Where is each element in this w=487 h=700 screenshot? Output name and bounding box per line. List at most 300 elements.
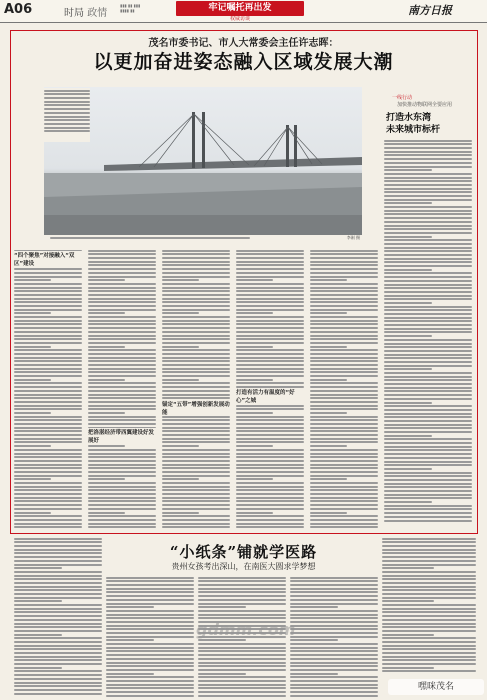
text-line bbox=[198, 591, 286, 593]
text-line bbox=[236, 445, 273, 447]
text-line bbox=[236, 471, 304, 473]
text-line bbox=[162, 264, 230, 266]
text-line bbox=[384, 232, 472, 234]
text-line bbox=[14, 600, 62, 602]
text-line bbox=[162, 515, 230, 517]
text-line bbox=[14, 364, 82, 366]
text-line bbox=[14, 667, 62, 669]
text-line bbox=[162, 335, 230, 337]
text-line bbox=[384, 236, 432, 238]
text-line bbox=[162, 320, 230, 322]
text-line bbox=[236, 375, 304, 377]
text-line bbox=[384, 243, 472, 245]
text-line bbox=[310, 346, 347, 348]
text-line bbox=[290, 603, 378, 605]
text-line bbox=[310, 335, 378, 337]
text-line bbox=[198, 665, 286, 667]
text-line bbox=[384, 272, 472, 274]
text-line bbox=[310, 298, 378, 300]
text-line bbox=[384, 173, 472, 175]
text-line bbox=[236, 327, 304, 329]
text-line bbox=[14, 489, 82, 491]
text-line bbox=[14, 637, 102, 639]
text-line bbox=[310, 515, 378, 517]
text-line bbox=[236, 449, 304, 451]
text-line bbox=[236, 453, 304, 455]
text-line bbox=[384, 280, 472, 282]
text-line bbox=[88, 515, 156, 517]
text-line bbox=[384, 427, 472, 429]
text-line bbox=[88, 264, 156, 266]
text-line bbox=[384, 339, 472, 341]
text-line bbox=[14, 560, 102, 562]
text-line bbox=[14, 478, 51, 480]
article-column-2 bbox=[88, 248, 156, 530]
text-line bbox=[384, 475, 472, 477]
bottom-column-5 bbox=[382, 536, 476, 676]
text-line bbox=[162, 475, 230, 477]
text-line bbox=[162, 390, 230, 392]
text-line bbox=[14, 626, 102, 628]
text-line bbox=[106, 625, 194, 627]
text-line bbox=[14, 397, 82, 399]
text-line bbox=[14, 434, 82, 436]
text-line bbox=[14, 375, 82, 377]
text-line bbox=[14, 346, 51, 348]
text-line bbox=[236, 382, 304, 384]
text-line bbox=[236, 331, 304, 333]
text-line bbox=[384, 501, 432, 503]
sidebar-kicker: 一线行动 bbox=[392, 95, 413, 101]
text-line bbox=[162, 471, 230, 473]
text-line bbox=[88, 301, 156, 303]
text-line bbox=[106, 603, 194, 605]
text-line bbox=[384, 420, 472, 422]
text-line bbox=[88, 478, 125, 480]
text-line bbox=[14, 312, 51, 314]
text-line bbox=[106, 684, 194, 686]
subhead-4: 打造有活力有温度的“好心”之城 bbox=[236, 388, 304, 404]
text-line bbox=[384, 217, 472, 219]
text-line bbox=[14, 467, 82, 469]
text-line bbox=[88, 493, 156, 495]
text-line bbox=[162, 272, 230, 274]
text-line bbox=[310, 523, 378, 525]
text-line bbox=[290, 580, 378, 582]
text-line bbox=[236, 309, 304, 311]
text-line bbox=[236, 360, 304, 362]
text-line bbox=[106, 614, 194, 616]
text-line bbox=[162, 346, 199, 348]
text-line bbox=[382, 556, 476, 558]
text-line bbox=[236, 438, 304, 440]
text-line bbox=[88, 316, 156, 318]
text-line bbox=[290, 695, 378, 697]
text-line bbox=[88, 497, 156, 499]
text-line bbox=[88, 349, 156, 351]
text-line bbox=[382, 630, 476, 632]
text-line bbox=[162, 368, 230, 370]
text-line bbox=[384, 154, 472, 156]
text-line bbox=[14, 608, 102, 610]
text-line bbox=[14, 659, 102, 661]
text-line bbox=[106, 610, 194, 612]
text-line bbox=[88, 471, 156, 473]
text-line bbox=[236, 371, 304, 373]
text-line bbox=[382, 567, 434, 569]
text-line bbox=[382, 549, 476, 551]
sidebar-subkicker: 加快推动物联网全要应用 bbox=[397, 102, 453, 108]
text-line bbox=[14, 689, 102, 691]
text-line bbox=[162, 441, 230, 443]
text-line bbox=[162, 379, 199, 381]
text-line bbox=[310, 290, 378, 292]
text-line bbox=[14, 456, 82, 458]
banner: 牢记嘱托再出发 bbox=[176, 1, 304, 16]
text-line bbox=[14, 301, 82, 303]
text-line bbox=[14, 567, 62, 569]
text-line bbox=[14, 475, 82, 477]
text-line bbox=[162, 360, 230, 362]
photo-credit: 李刚 摄 bbox=[346, 235, 360, 240]
text-line bbox=[88, 405, 156, 407]
text-line bbox=[310, 438, 378, 440]
text-line bbox=[290, 577, 378, 579]
text-line bbox=[198, 658, 286, 660]
text-line bbox=[88, 379, 125, 381]
header-meta: ▮▮▮ ▮▮ ▮▮▮ ▮▮▮▮ ▮▮ bbox=[120, 3, 141, 13]
text-line bbox=[88, 290, 156, 292]
text-line bbox=[384, 191, 472, 193]
text-line bbox=[236, 279, 273, 281]
text-line bbox=[14, 441, 82, 443]
bottom-column-4 bbox=[290, 575, 378, 697]
watermark: gdmm.com bbox=[196, 620, 296, 639]
text-line bbox=[162, 512, 199, 514]
text-line bbox=[14, 309, 82, 311]
photo-caption bbox=[50, 235, 360, 241]
text-line bbox=[236, 434, 304, 436]
masthead-logo: 南方日报 bbox=[408, 4, 452, 17]
text-line bbox=[384, 372, 472, 374]
text-line bbox=[14, 615, 102, 617]
text-line bbox=[310, 504, 378, 506]
text-line bbox=[14, 449, 82, 451]
text-line bbox=[88, 323, 156, 325]
text-line bbox=[106, 639, 154, 641]
text-line bbox=[236, 276, 304, 278]
text-line bbox=[384, 147, 472, 149]
text-line bbox=[310, 276, 378, 278]
text-line bbox=[14, 419, 82, 421]
text-line bbox=[290, 676, 378, 678]
text-line bbox=[384, 438, 472, 440]
text-line bbox=[384, 298, 472, 300]
text-line bbox=[236, 320, 304, 322]
text-line bbox=[14, 453, 82, 455]
text-line bbox=[14, 305, 82, 307]
text-line bbox=[106, 628, 194, 630]
text-line bbox=[382, 552, 476, 554]
text-line bbox=[384, 335, 432, 337]
subhead-1: “四个聚焦”对接融入“双区”建设 bbox=[14, 251, 82, 267]
text-line bbox=[14, 578, 102, 580]
text-line bbox=[290, 591, 378, 593]
text-line bbox=[14, 412, 51, 414]
text-line bbox=[14, 327, 82, 329]
text-line bbox=[106, 662, 194, 664]
text-line bbox=[310, 449, 378, 451]
text-line bbox=[384, 331, 472, 333]
text-line bbox=[162, 419, 230, 421]
text-line bbox=[88, 320, 156, 322]
text-line bbox=[290, 662, 378, 664]
article-column-3 bbox=[162, 248, 230, 530]
text-line bbox=[310, 331, 378, 333]
text-line bbox=[384, 158, 472, 160]
text-line bbox=[290, 584, 378, 586]
text-line bbox=[290, 680, 378, 682]
text-line bbox=[384, 140, 472, 142]
text-line bbox=[310, 316, 378, 318]
text-line bbox=[106, 632, 194, 634]
text-line bbox=[236, 427, 304, 429]
text-line bbox=[14, 564, 102, 566]
text-line bbox=[384, 520, 472, 522]
text-line bbox=[88, 272, 156, 274]
text-line bbox=[14, 357, 82, 359]
text-line bbox=[162, 290, 230, 292]
text-line bbox=[88, 453, 156, 455]
text-line bbox=[88, 346, 125, 348]
text-line bbox=[14, 408, 82, 410]
text-line bbox=[14, 582, 102, 584]
bottom-article-headline: “小纸条”铺就学医路 bbox=[169, 543, 318, 561]
edition-number: A06 bbox=[4, 2, 33, 17]
text-line bbox=[382, 641, 476, 643]
text-line bbox=[310, 253, 378, 255]
text-line bbox=[310, 489, 378, 491]
text-line bbox=[88, 489, 156, 491]
text-line bbox=[106, 617, 194, 619]
text-line bbox=[384, 468, 432, 470]
text-line bbox=[198, 639, 246, 641]
text-line bbox=[162, 276, 230, 278]
text-line bbox=[382, 656, 476, 658]
text-line bbox=[162, 519, 230, 521]
text-line bbox=[88, 401, 156, 403]
text-line bbox=[88, 464, 156, 466]
text-line bbox=[310, 441, 378, 443]
text-line bbox=[88, 353, 156, 355]
text-line bbox=[236, 430, 304, 432]
text-line bbox=[162, 353, 230, 355]
text-line bbox=[198, 662, 286, 664]
text-line bbox=[236, 504, 304, 506]
text-line bbox=[384, 250, 472, 252]
text-line bbox=[382, 541, 476, 543]
text-line bbox=[162, 309, 230, 311]
text-line bbox=[384, 302, 432, 304]
text-line bbox=[88, 394, 156, 396]
text-line bbox=[310, 312, 347, 314]
text-line bbox=[236, 497, 304, 499]
text-line bbox=[88, 368, 156, 370]
text-line bbox=[310, 305, 378, 307]
text-line bbox=[14, 611, 102, 613]
text-line bbox=[88, 360, 156, 362]
text-line bbox=[14, 368, 82, 370]
text-line bbox=[236, 423, 304, 425]
text-line bbox=[88, 475, 156, 477]
text-line bbox=[14, 678, 102, 680]
text-line bbox=[310, 445, 347, 447]
bottom-article-subheadline: 贵州女孩考出深山，在南医大圆求学梦想 bbox=[171, 562, 316, 571]
text-line bbox=[88, 419, 156, 421]
text-line bbox=[310, 497, 378, 499]
text-line bbox=[88, 445, 125, 447]
text-line bbox=[236, 419, 304, 421]
text-line bbox=[290, 643, 378, 645]
text-line bbox=[198, 669, 286, 671]
text-line bbox=[384, 247, 472, 249]
text-line bbox=[310, 320, 378, 322]
text-line bbox=[384, 269, 432, 271]
text-line bbox=[162, 523, 230, 525]
text-line bbox=[236, 283, 304, 285]
text-line bbox=[384, 320, 472, 322]
text-line bbox=[14, 438, 82, 440]
text-line bbox=[162, 467, 230, 469]
text-line bbox=[162, 312, 199, 314]
text-line bbox=[382, 571, 476, 573]
text-line bbox=[384, 490, 472, 492]
article-intro bbox=[44, 88, 90, 142]
text-line bbox=[14, 379, 51, 381]
text-line bbox=[384, 177, 472, 179]
text-line bbox=[14, 634, 62, 636]
text-line bbox=[382, 615, 476, 617]
text-line bbox=[198, 680, 286, 682]
text-line bbox=[382, 663, 476, 665]
text-line bbox=[14, 471, 82, 473]
text-line bbox=[310, 386, 378, 388]
text-line bbox=[384, 284, 472, 286]
text-line bbox=[162, 504, 230, 506]
text-line bbox=[236, 512, 273, 514]
text-line bbox=[382, 604, 476, 606]
text-line bbox=[310, 430, 378, 432]
text-line bbox=[14, 571, 102, 573]
text-line bbox=[198, 691, 286, 693]
text-line bbox=[162, 253, 230, 255]
text-line bbox=[14, 371, 82, 373]
text-line bbox=[384, 461, 472, 463]
text-line bbox=[162, 449, 230, 451]
text-line bbox=[384, 449, 472, 451]
text-line bbox=[384, 464, 472, 466]
text-line bbox=[310, 268, 378, 270]
text-line bbox=[14, 519, 82, 521]
text-line bbox=[384, 184, 472, 186]
text-line bbox=[88, 508, 156, 510]
text-line bbox=[198, 610, 286, 612]
text-line bbox=[14, 645, 102, 647]
text-line bbox=[384, 409, 472, 411]
sidebar-body bbox=[384, 138, 472, 528]
text-line bbox=[88, 456, 156, 458]
text-line bbox=[14, 401, 82, 403]
text-line bbox=[88, 500, 156, 502]
text-line bbox=[310, 294, 378, 296]
bottom-column-1 bbox=[14, 536, 102, 696]
text-line bbox=[290, 654, 378, 656]
text-line bbox=[384, 180, 472, 182]
text-line bbox=[290, 606, 338, 608]
text-line bbox=[310, 371, 378, 373]
text-line bbox=[310, 427, 378, 429]
text-line bbox=[162, 489, 230, 491]
text-line bbox=[14, 360, 82, 362]
text-line bbox=[384, 390, 472, 392]
text-line bbox=[382, 619, 476, 621]
text-line bbox=[382, 575, 476, 577]
text-line bbox=[384, 354, 472, 356]
text-line bbox=[162, 430, 230, 432]
text-line bbox=[310, 287, 378, 289]
text-line bbox=[14, 493, 82, 495]
text-line bbox=[384, 365, 472, 367]
text-line bbox=[382, 560, 476, 562]
text-line bbox=[198, 617, 286, 619]
text-line bbox=[14, 298, 82, 300]
text-line bbox=[106, 606, 154, 608]
text-line bbox=[310, 394, 378, 396]
text-line bbox=[384, 254, 472, 256]
text-line bbox=[384, 162, 472, 164]
article-kicker: 茂名市委书记、市人大常委会主任许志晖： bbox=[148, 38, 339, 49]
text-line bbox=[290, 617, 378, 619]
text-line bbox=[310, 327, 378, 329]
text-line bbox=[310, 405, 378, 407]
text-line bbox=[162, 250, 230, 252]
text-line bbox=[310, 360, 378, 362]
text-line bbox=[382, 637, 476, 639]
text-line bbox=[310, 482, 378, 484]
text-line bbox=[236, 515, 304, 517]
sidebar-headline-line2: 未来城市标杆 bbox=[386, 125, 441, 135]
text-line bbox=[162, 386, 230, 388]
text-line bbox=[14, 272, 82, 274]
text-line bbox=[198, 603, 286, 605]
text-line bbox=[14, 486, 82, 488]
text-line bbox=[310, 349, 378, 351]
text-line bbox=[14, 504, 82, 506]
text-line bbox=[162, 371, 230, 373]
text-line bbox=[162, 287, 230, 289]
text-line bbox=[14, 320, 82, 322]
text-line bbox=[384, 287, 472, 289]
text-line bbox=[88, 371, 156, 373]
text-line bbox=[88, 257, 156, 259]
text-line bbox=[106, 669, 194, 671]
text-line bbox=[198, 584, 286, 586]
text-line bbox=[384, 265, 472, 267]
text-line bbox=[384, 394, 472, 396]
text-line bbox=[88, 375, 156, 377]
text-line bbox=[310, 342, 378, 344]
text-line bbox=[236, 353, 304, 355]
